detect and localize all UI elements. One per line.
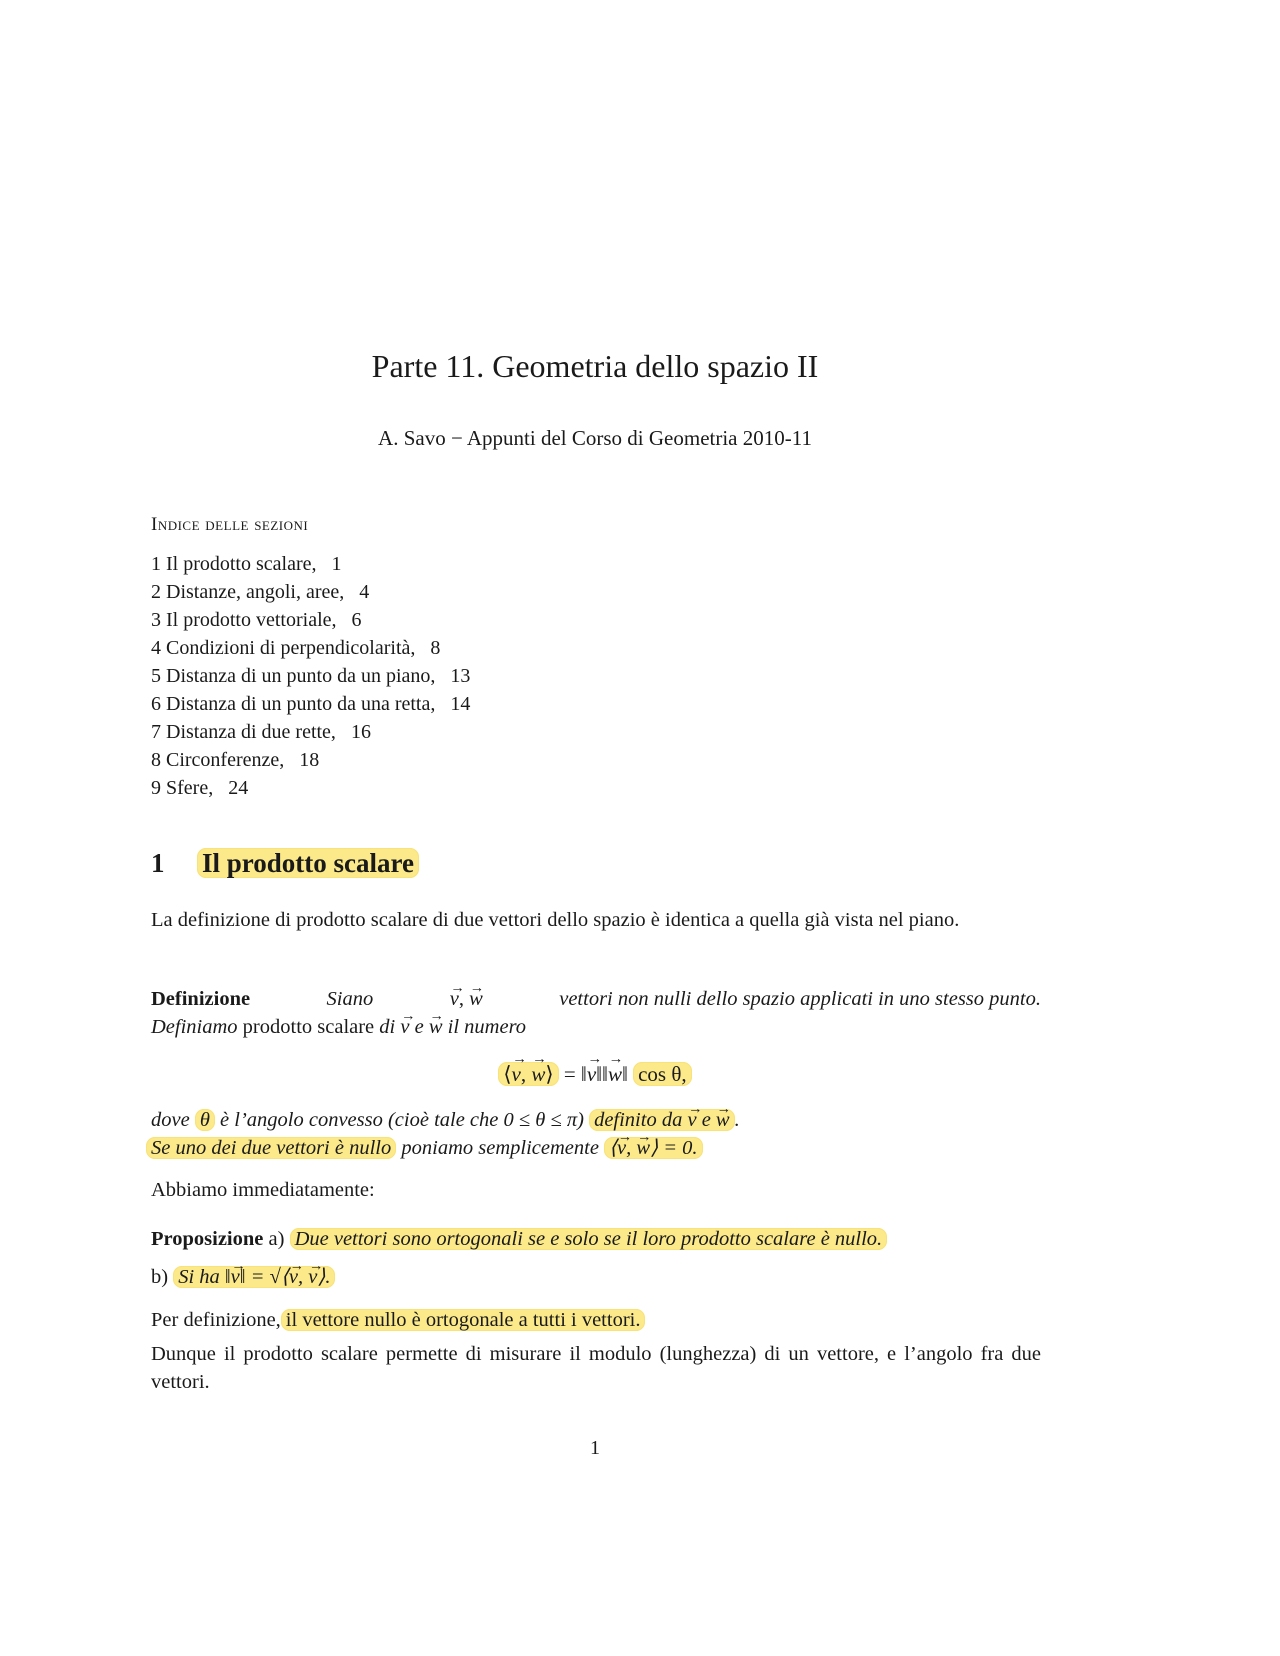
toc-item-label: 7 Distanza di due rette, [151,721,336,743]
definition-null-value: = 0. [663,1137,698,1159]
toc-item-page: 16 [350,721,371,743]
toc-item-label: 6 Distanza di un punto da una retta, [151,693,436,715]
toc-item-page: 18 [299,749,320,771]
toc-item[interactable] [151,746,470,774]
proposition-a-marker: a) [268,1228,285,1250]
formula-tail: cos θ, [633,1062,692,1086]
toc-item-label: 2 Distanze, angoli, aree, [151,581,345,603]
toc-item[interactable] [151,634,470,662]
definition-definito: definito da [594,1109,683,1131]
definition-siano: Siano [326,988,374,1010]
intro-paragraph: La definizione di prodotto scalare di due vettori dello spazio è identica a quella già vista nel piano. [151,909,960,931]
toc-item[interactable] [151,550,470,578]
toc-item-page: 13 [450,665,471,687]
toc-item[interactable] [151,578,470,606]
toc-item-page: 14 [450,693,471,715]
proposition-b: b) Si ha ‖→ v‖ = √⟨→ v, → v⟩. [151,1263,1041,1291]
toc-item-label: 5 Distanza di un punto da un piano, [151,665,436,687]
vectors-vw: → v, → w [450,985,483,1013]
toc-item-label: 8 Circonferenze, [151,749,285,771]
definition-dove: dove [151,1109,190,1131]
definition-di: di [379,1016,396,1038]
definition-label: Definizione [151,988,251,1010]
toc-item-label: 1 Il prodotto scalare, [151,553,317,575]
null-vector-highlight: il vettore nullo è ortogonale a tutti i vettori. [281,1309,646,1331]
definition-definiamo: Definiamo [151,1016,238,1038]
toc-item-page: 6 [351,609,362,631]
toc-item-label: 9 Sfere, [151,777,214,799]
toc-item[interactable] [151,718,470,746]
toc-item-page: 1 [331,553,342,575]
toc-item-label: 3 Il prodotto vettoriale, [151,609,337,631]
toc-item-page: 4 [359,581,370,603]
definition-block: Definizione Siano → v, → w vettori non nulli dello spazio applicati in uno stesso punto. Definiamo prodotto scalare di → v e → w il numero [151,985,1041,1041]
conclusion-paragraph: Dunque il prodotto scalare permette di misurare il modulo (lunghezza) di un vettore, e l’angolo fra due vettori. [151,1343,1041,1393]
toc-item[interactable] [151,774,470,802]
page-number: 1 [590,1437,600,1459]
author-line: A. Savo − Appunti del Corso di Geometria 2010-11 [378,426,812,450]
proposition-a-text: Due vettori sono ortogonali se e solo se il loro prodotto scalare è nullo. [290,1228,888,1250]
toc-heading: Indice delle sezioni [151,514,309,535]
proposition-b-marker: b) [151,1266,169,1288]
toc-item[interactable] [151,662,470,690]
toc-item-page: 24 [228,777,249,799]
toc-item-page: 8 [430,637,441,659]
definition-null-line: Se uno dei due vettori è nullo poniamo semplicemente ⟨→ v, → w⟩ = 0. [151,1134,1041,1162]
document-title: Parte 11. Geometria dello spazio II [371,348,819,384]
immediate-text: Abbiamo immediatamente: [151,1179,375,1201]
section-title: Il prodotto scalare [197,848,419,878]
definition-null-highlight: Se uno dei due vettori è nullo [146,1137,396,1159]
definition-angle-text: è l’angolo convesso (cioè tale che 0 ≤ θ ≤ π) [220,1109,584,1131]
section-number: 1 [151,848,165,878]
proposition-a [151,1225,1041,1253]
table-of-contents [151,550,470,802]
toc-item-label: 4 Condizioni di perpendicolarità, [151,637,416,659]
toc-item[interactable] [151,690,470,718]
proposition-b-text: Si ha [178,1266,220,1288]
definition-angle-line: dove θ è l’angolo convesso (cioè tale che 0 ≤ θ ≤ π) definito da → v e → w . [151,1106,1041,1134]
definition-angle-e: e [701,1109,711,1131]
null-vector-line [151,1306,1041,1334]
definition-term: prodotto scalare [242,1016,375,1038]
definition-line1-text: vettori non nulli dello spazio applicati in uno stesso punto. [559,988,1041,1010]
definition-il-numero: il numero [447,1016,527,1038]
definition-e: e [414,1016,424,1038]
scalar-product-formula: ⟨→ v, → w⟩ = ‖→ v‖‖→ w‖ cos θ, [0,1062,1190,1087]
section-heading [151,848,419,879]
by-definition-text: Per definizione, [151,1309,281,1331]
proposition-label: Proposizione [151,1228,264,1250]
toc-item[interactable] [151,606,470,634]
definition-null-text: poniamo semplicemente [401,1137,599,1159]
